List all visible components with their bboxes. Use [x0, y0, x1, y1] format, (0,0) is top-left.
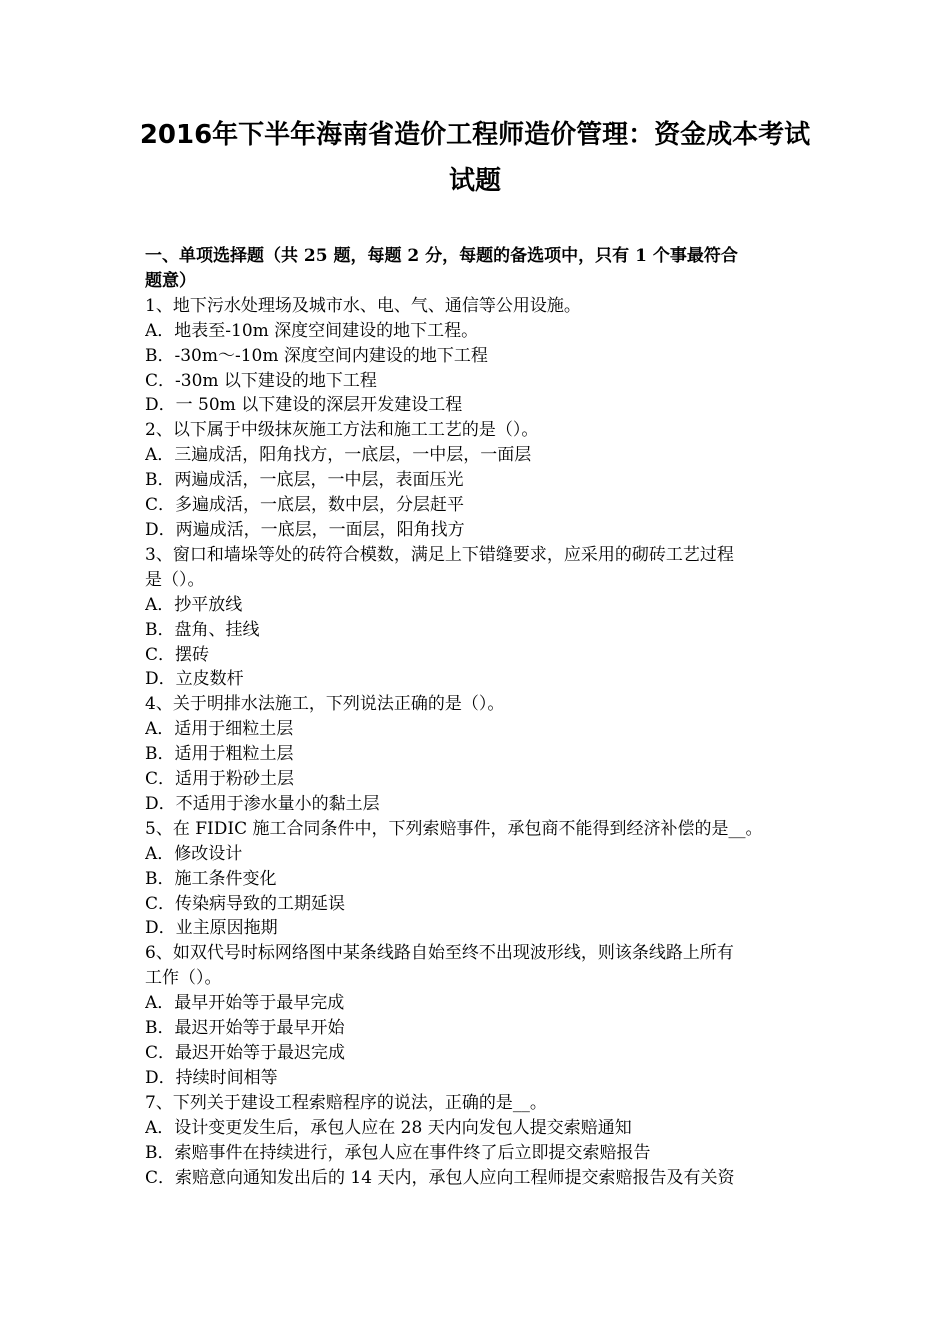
question-stem-line-1: 6、如双代号时标网络图中某条线路自始至终不出现波形线，则该条线路上所有 [145, 943, 734, 964]
option-b: B．适用于粗粒土层 [145, 744, 294, 765]
question-stem: 1、地下污水处理场及城市水、电、气、通信等公用设施。 [145, 295, 581, 316]
option-c: C．适用于粉砂土层 [145, 769, 295, 790]
option-b: B．盘角、挂线 [145, 619, 260, 640]
option-c: C．最迟开始等于最迟完成 [145, 1043, 346, 1063]
question-stem: 2、以下属于中级抹灰施工方法和施工工艺的是（）。 [145, 420, 539, 441]
title-line-2: 试题 [448, 166, 501, 196]
option-b: B．最迟开始等于最早开始 [145, 1018, 345, 1039]
document-body [145, 244, 807, 1190]
option-a: A．适用于细粒土层 [145, 719, 294, 740]
option-a: A．地表至-10m 深度空间建设的地下工程。 [145, 320, 479, 341]
option-b: B．两遍成活，一底层，一中层，表面压光 [145, 470, 464, 491]
option-a: A．最早开始等于最早完成 [145, 993, 345, 1014]
question-7 [145, 1091, 807, 1191]
question-stem-line-2: 工作（）。 [145, 968, 222, 989]
option-d: D．业主原因拖期 [145, 918, 278, 939]
option-c: C．索赔意向通知发出后的 14 天内，承包人应向工程师提交索赔报告及有关资 [145, 1167, 735, 1188]
question-stem: 4、关于明排水法施工，下列说法正确的是（）。 [145, 694, 505, 715]
option-a: A．抄平放线 [145, 594, 243, 615]
option-d: D．立皮数杆 [145, 669, 244, 690]
question-stem: 7、下列关于建设工程索赔程序的说法，正确的是__。 [145, 1092, 547, 1113]
question-stem-line-1: 3、窗口和墙垛等处的砖符合模数，满足上下错缝要求，应采用的砌砖工艺过程 [145, 544, 734, 565]
option-c: C．-30m 以下建设的地下工程 [145, 370, 377, 391]
question-6 [145, 941, 807, 1090]
option-a: A．三遍成活，阳角找方，一底层，一中层，一面层 [145, 445, 532, 466]
section-heading-line-1: 一、单项选择题（共 25 题，每题 2 分，每题的备选项中，只有 1 个事最符合 [145, 246, 738, 266]
document-title [120, 112, 830, 204]
option-d: D．持续时间相等 [145, 1067, 278, 1088]
option-d: D．不适用于渗水量小的黏土层 [145, 793, 380, 814]
option-d: D．一 50m 以下建设的深层开发建设工程 [145, 395, 463, 416]
option-a: A．设计变更发生后，承包人应在 28 天内向发包人提交索赔通知 [145, 1117, 632, 1138]
option-c: C．多遍成活，一底层，数中层，分层赶平 [145, 495, 465, 516]
question-4 [145, 692, 807, 817]
question-stem: 5、在 FIDIC 施工合同条件中，下列索赔事件，承包商不能得到经济补偿的是__。 [145, 818, 763, 839]
title-line-1: 2016年下半年海南省造价工程师造价管理：资金成本考试 [139, 120, 811, 150]
option-a: A．修改设计 [145, 843, 243, 864]
question-stem-line-2: 是（）。 [145, 569, 205, 590]
option-b: B．施工条件变化 [145, 868, 277, 889]
option-c: C．传染病导致的工期延误 [145, 893, 346, 914]
option-d: D．两遍成活，一底层，一面层，阳角找方 [145, 519, 465, 540]
option-b: B．索赔事件在持续进行，承包人应在事件终了后立即提交索赔报告 [145, 1142, 651, 1163]
question-1 [145, 294, 807, 419]
question-3 [145, 543, 807, 692]
option-b: B．-30m～-10m 深度空间内建设的地下工程 [145, 345, 488, 366]
section-heading-line-2: 题意） [145, 270, 196, 291]
question-5 [145, 817, 807, 942]
section-heading [145, 244, 807, 294]
question-2 [145, 418, 807, 543]
option-c: C．摆砖 [145, 644, 210, 665]
